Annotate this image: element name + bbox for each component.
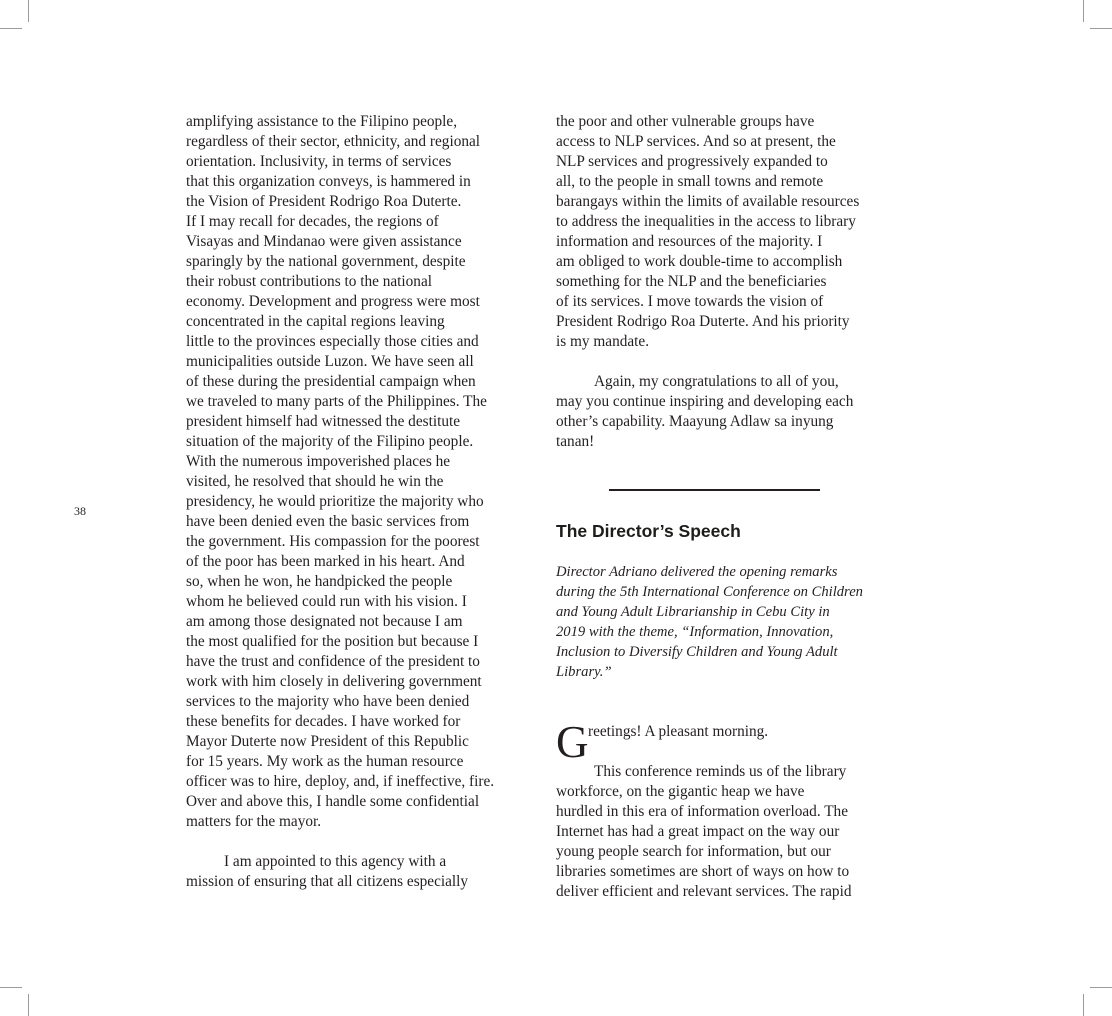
text-line: sparingly by the national government, despite	[186, 253, 466, 270]
text-line: something for the NLP and the beneficiaries	[556, 273, 827, 290]
right-column	[556, 112, 886, 452]
text-line: services to the majority who have been denied	[186, 693, 470, 710]
text-line: tanan!	[556, 433, 595, 450]
speech-intro	[556, 562, 863, 682]
intro-line: Inclusion to Diversify Children and Young Adult	[556, 644, 838, 660]
text-line: libraries sometimes are short of ways on how to	[556, 863, 850, 880]
text-line: If I may recall for decades, the regions of	[186, 213, 439, 230]
text-line: of these during the presidential campaign when	[186, 373, 476, 390]
text-line: the most qualified for the position but because I	[186, 633, 479, 650]
text-line: am obliged to work double-time to accomplish	[556, 253, 843, 270]
text-line: that this organization conveys, is hammered in	[186, 173, 471, 190]
text-line: for 15 years. My work as the human resource	[186, 753, 464, 770]
text-line: so, when he won, he handpicked the people	[186, 573, 453, 590]
text-line: information and resources of the majority. I	[556, 233, 823, 250]
section-title: The Director’s Speech	[556, 521, 741, 541]
text-line: work with him closely in delivering government	[186, 673, 482, 690]
text-line: am among those designated not because I am	[186, 613, 463, 630]
left-paragraph-2	[186, 852, 516, 892]
text-line: officer was to hire, deploy, and, if ineffective, fire.	[186, 773, 495, 790]
text-line: other’s capability. Maayung Adlaw sa inyung	[556, 413, 834, 430]
text-line: the government. His compassion for the poorest	[186, 533, 480, 550]
text-line: president himself had witnessed the destitute	[186, 413, 461, 430]
text-line: Over and above this, I handle some confidential	[186, 793, 480, 810]
text-line: matters for the mayor.	[186, 813, 322, 830]
text-line: NLP services and progressively expanded to	[556, 153, 828, 170]
text-line: is my mandate.	[556, 333, 650, 350]
left-column	[186, 112, 516, 892]
text-line: the Vision of President Rodrigo Roa Duterte.	[186, 193, 462, 210]
intro-line: during the 5th International Conference on Children	[556, 584, 863, 600]
crop-mark	[28, 994, 29, 1016]
text-line: may you continue inspiring and developing each	[556, 393, 854, 410]
crop-mark	[1083, 0, 1084, 22]
text-line: whom he believed could run with his vision. I	[186, 593, 467, 610]
text-line: hurdled in this era of information overload. The	[556, 803, 848, 820]
text-line: This conference reminds us of the library	[594, 763, 847, 780]
crop-mark	[1090, 28, 1112, 29]
section-divider	[609, 489, 820, 491]
intro-line: Director Adriano delivered the opening remarks	[556, 564, 838, 580]
drop-cap: G	[556, 717, 589, 767]
text-line: have the trust and confidence of the president to	[186, 653, 480, 670]
text-line: I am appointed to this agency with a	[224, 853, 447, 870]
text-line: deliver efficient and relevant services. The rapid	[556, 883, 852, 900]
text-line: With the numerous impoverished places he	[186, 453, 451, 470]
text-line: Again, my congratulations to all of you,	[594, 373, 839, 390]
speech-paragraph	[556, 762, 851, 902]
intro-line: Library.”	[556, 664, 612, 680]
crop-mark	[0, 987, 22, 988]
text-line: municipalities outside Luzon. We have seen all	[186, 353, 474, 370]
text-line: amplifying assistance to the Filipino people,	[186, 113, 458, 130]
text-line: situation of the majority of the Filipino people.	[186, 433, 474, 450]
text-line: orientation. Inclusivity, in terms of services	[186, 153, 452, 170]
text-line: their robust contributions to the national	[186, 273, 432, 290]
text-line: the poor and other vulnerable groups have	[556, 113, 815, 130]
text-line: workforce, on the gigantic heap we have	[556, 783, 805, 800]
text-line: Mayor Duterte now President of this Republic	[186, 733, 469, 750]
text-line: all, to the people in small towns and remote	[556, 173, 824, 190]
crop-mark	[28, 0, 29, 22]
page-number: 38	[74, 504, 86, 518]
crop-mark	[1090, 987, 1112, 988]
text-line: visited, he resolved that should he win the	[186, 473, 444, 490]
crop-mark	[0, 28, 22, 29]
text-line: access to NLP services. And so at present, the	[556, 133, 836, 150]
text-line: these benefits for decades. I have worked for	[186, 713, 461, 730]
intro-line: and Young Adult Librarianship in Cebu City in	[556, 604, 830, 620]
left-paragraph-1	[186, 112, 516, 832]
text-line: to address the inequalities in the access to library	[556, 213, 856, 230]
text-line: presidency, he would prioritize the majority who	[186, 493, 484, 510]
text-line: we traveled to many parts of the Philippines. The	[186, 393, 487, 410]
right-paragraph-1	[556, 112, 886, 352]
text-line: of its services. I move towards the vision of	[556, 293, 824, 310]
text-line: Visayas and Mindanao were given assistance	[186, 233, 462, 250]
text-line: have been denied even the basic services from	[186, 513, 470, 530]
text-line: Internet has had a great impact on the way our	[556, 823, 840, 840]
text-line: economy. Development and progress were most	[186, 293, 480, 310]
crop-mark	[1083, 994, 1084, 1016]
text-line: barangays within the limits of available resources	[556, 193, 860, 210]
speech-body	[556, 717, 852, 902]
text-line: mission of ensuring that all citizens especially	[186, 873, 469, 890]
greeting	[556, 717, 851, 767]
intro-line: 2019 with the theme, “Information, Innovation,	[556, 624, 834, 640]
text-line: of the poor has been marked in his heart. And	[186, 553, 465, 570]
greeting-text: reetings! A pleasant morning.	[588, 723, 769, 740]
text-line: little to the provinces especially those cities and	[186, 333, 479, 350]
text-line: President Rodrigo Roa Duterte. And his priority	[556, 313, 850, 330]
right-paragraph-2	[556, 372, 886, 452]
text-line: concentrated in the capital regions leaving	[186, 313, 445, 330]
text-line: young people search for information, but our	[556, 843, 831, 860]
text-line: regardless of their sector, ethnicity, and regional	[186, 133, 481, 150]
